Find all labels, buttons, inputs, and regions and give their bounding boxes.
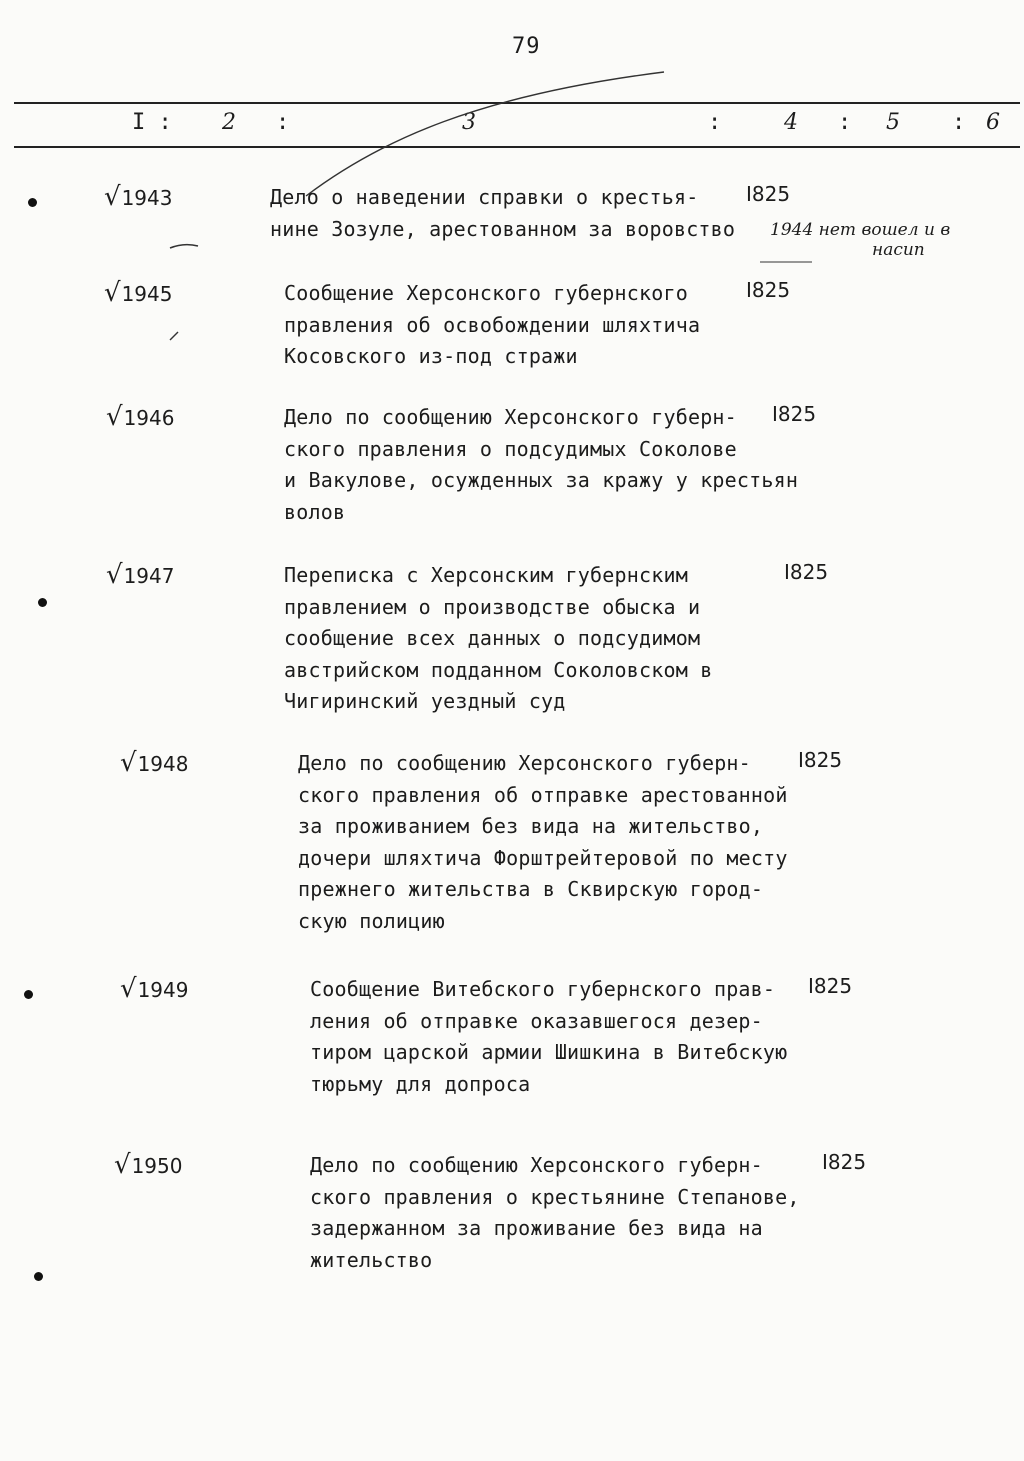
entry-number: √1946	[106, 402, 175, 432]
check-mark-icon: √	[104, 278, 121, 308]
entry-description: Дело по сообщению Херсонского губерн- ского правления о крестьянине Степанове, задержанном за проживание без вида на жительство	[310, 1153, 800, 1272]
punch-hole-dot	[38, 598, 47, 607]
entry-number: √1949	[120, 974, 189, 1004]
entry-description: Сообщение Херсонского губернского правления об освобождении шляхтича Косовского из-под стражи	[284, 281, 701, 368]
column-header-6: 6	[986, 110, 1000, 135]
column-header-3: 3	[462, 110, 476, 135]
entry-number: √1950	[114, 1150, 183, 1180]
entry-year: I825	[822, 1150, 867, 1174]
pen-stroke-diagonal	[306, 72, 664, 196]
column-header-3-separator: :	[708, 110, 722, 135]
check-mark-icon: √	[114, 1150, 131, 1180]
entry-year: I825	[798, 748, 843, 772]
punch-hole-dot	[24, 990, 33, 999]
column-header-2: 2	[222, 110, 236, 135]
entry-description: Дело о наведении справки о крестья- нине Зозуле, арестованном за воровство	[270, 185, 736, 241]
check-mark-icon: √	[120, 974, 137, 1004]
column-header-2-separator: :	[276, 110, 290, 135]
check-mark-icon: √	[104, 182, 121, 212]
punch-hole-dot	[34, 1272, 43, 1281]
check-mark-icon: √	[106, 402, 123, 432]
entry-year: I825	[784, 560, 829, 584]
page-number: 79	[512, 34, 541, 59]
column-header-1: I :	[132, 110, 172, 135]
entry-description: Дело по сообщению Херсонского губерн- ского правления о подсудимых Соколове и Вакулове, осужденных за кражу у крестьян волов	[284, 405, 799, 524]
column-header-4-separator: :	[838, 110, 852, 135]
entry-year: I825	[746, 182, 791, 206]
entry-description: Дело по сообщению Херсонского губерн- ского правления об отправке арестованной за проживанием без вида на жительство, дочери шляхтича Форштрейтеровой по месту прежнего жительства в Сквирскую город- скую полицию	[298, 751, 788, 933]
entry-description: Сообщение Витебского губернского прав- ления об отправке оказавшегося дезер- тиром царской армии Шишкина в Витебскую тюрьму для допроса	[310, 977, 788, 1096]
column-header-5: 5	[886, 110, 900, 135]
entry-number: √1943	[104, 182, 173, 212]
entry-description: Переписка с Херсонским губернским правлением о производстве обыска и сообщение всех данных о подсудимом австрийском подданном Соколовском в Чигиринский уездный суд	[284, 563, 713, 713]
handwritten-note: 1944 нет вошел и в	[770, 220, 951, 240]
entry-number: √1947	[106, 560, 175, 590]
entry-year: I825	[746, 278, 791, 302]
check-mark-icon: √	[120, 748, 137, 778]
check-mark-icon: √	[106, 560, 123, 590]
pen-dash-mark	[170, 245, 198, 248]
entry-year: I825	[808, 974, 853, 998]
pen-check-mark	[170, 332, 178, 340]
handwritten-note-continuation: насип	[872, 240, 925, 260]
column-header-4: 4	[784, 110, 798, 135]
entry-year: I825	[772, 402, 817, 426]
punch-hole-dot	[28, 198, 37, 207]
entry-number: √1948	[120, 748, 189, 778]
entry-number: √1945	[104, 278, 173, 308]
column-header-5-separator: :	[952, 110, 966, 135]
